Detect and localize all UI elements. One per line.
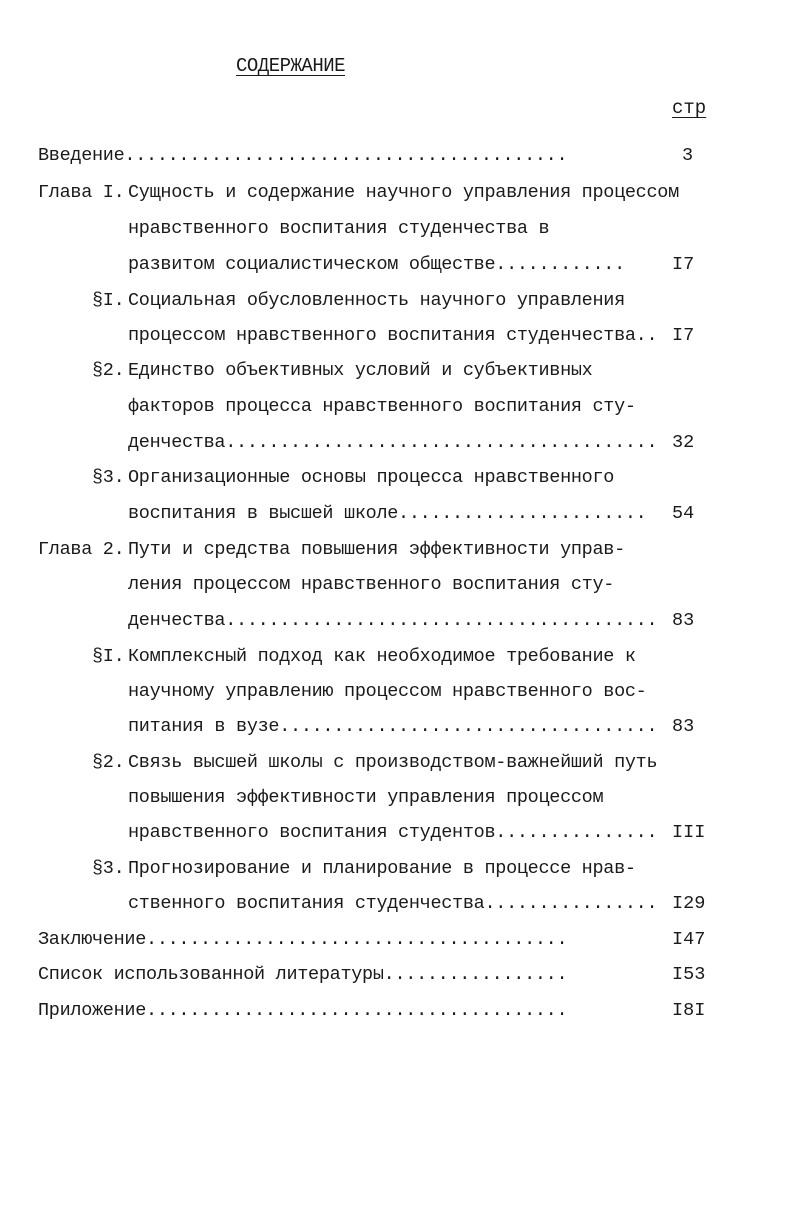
toc-page-number: I7	[672, 254, 695, 275]
toc-entry-appendix: Приложение.......................................	[38, 1000, 568, 1021]
page-title: СОДЕРЖАНИЕ	[236, 55, 346, 77]
toc-page-number: I7	[672, 325, 695, 346]
toc-entry-line: ления процессом нравственного воспитания сту-	[128, 574, 615, 595]
toc-entry-intro: Введение.........................................	[38, 145, 568, 166]
page-column-label: стр	[672, 97, 707, 119]
toc-section-label: §I.	[92, 646, 125, 667]
toc-entry-line: нравственного воспитания студентов...............	[128, 822, 658, 843]
toc-entry-line: процессом нравственного воспитания студенчества..	[128, 325, 658, 346]
toc-entry-line: нравственного воспитания студенчества в	[128, 218, 550, 239]
toc-entry-line: повышения эффективности управления процессом	[128, 787, 604, 808]
toc-entry-line: Комплексный подход как необходимое требование к	[128, 646, 636, 667]
toc-page-number: 32	[672, 432, 695, 453]
toc-entry-conclusion: Заключение.......................................	[38, 929, 568, 950]
toc-page-number: 3	[682, 145, 694, 166]
toc-entry-line: ственного воспитания студенчества................	[128, 893, 658, 914]
toc-entry-line: Пути и средства повышения эффективности управ-	[128, 539, 625, 560]
toc-entry-line: Сущность и содержание научного управления процессом	[128, 182, 679, 203]
toc-entry-line: факторов процесса нравственного воспитания сту-	[128, 396, 636, 417]
toc-entry-bibliography: Список использованной литературы.................	[38, 964, 568, 985]
toc-page-number: I29	[672, 893, 706, 914]
toc-section-label: §3.	[92, 467, 125, 488]
toc-page-number: 54	[672, 503, 695, 524]
toc-page-number: 83	[672, 610, 695, 631]
toc-entry-line: развитом социалистическом обществе............	[128, 254, 625, 275]
toc-entry-line: Единство объективных условий и субъективных	[128, 360, 593, 381]
toc-entry-line: Прогнозирование и планирование в процессе нрав-	[128, 858, 636, 879]
toc-entry-line: воспитания в высшей школе.......................	[128, 503, 647, 524]
toc-entry-line: денчества........................................	[128, 610, 658, 631]
toc-entry-line: денчества........................................	[128, 432, 658, 453]
toc-page-number: I47	[672, 929, 706, 950]
toc-section-label: §2.	[92, 752, 125, 773]
toc-page-number: I8I	[672, 1000, 706, 1021]
toc-entry-line: Связь высшей школы с производством-важнейший путь	[128, 752, 658, 773]
toc-entry-line: Организационные основы процесса нравственного	[128, 467, 615, 488]
toc-page-number: I53	[672, 964, 706, 985]
toc-chapter-label: Глава 2.	[38, 539, 125, 560]
toc-section-label: §I.	[92, 290, 125, 311]
toc-entry-line: научному управлению процессом нравственного вос-	[128, 681, 647, 702]
toc-page-number: III	[672, 822, 706, 843]
toc-entry-line: Социальная обусловленность научного управления	[128, 290, 625, 311]
toc-page-number: 83	[672, 716, 695, 737]
toc-chapter-label: Глава I.	[38, 182, 125, 203]
toc-section-label: §2.	[92, 360, 125, 381]
toc-entry-line: питания в вузе...................................	[128, 716, 658, 737]
toc-section-label: §3.	[92, 858, 125, 879]
